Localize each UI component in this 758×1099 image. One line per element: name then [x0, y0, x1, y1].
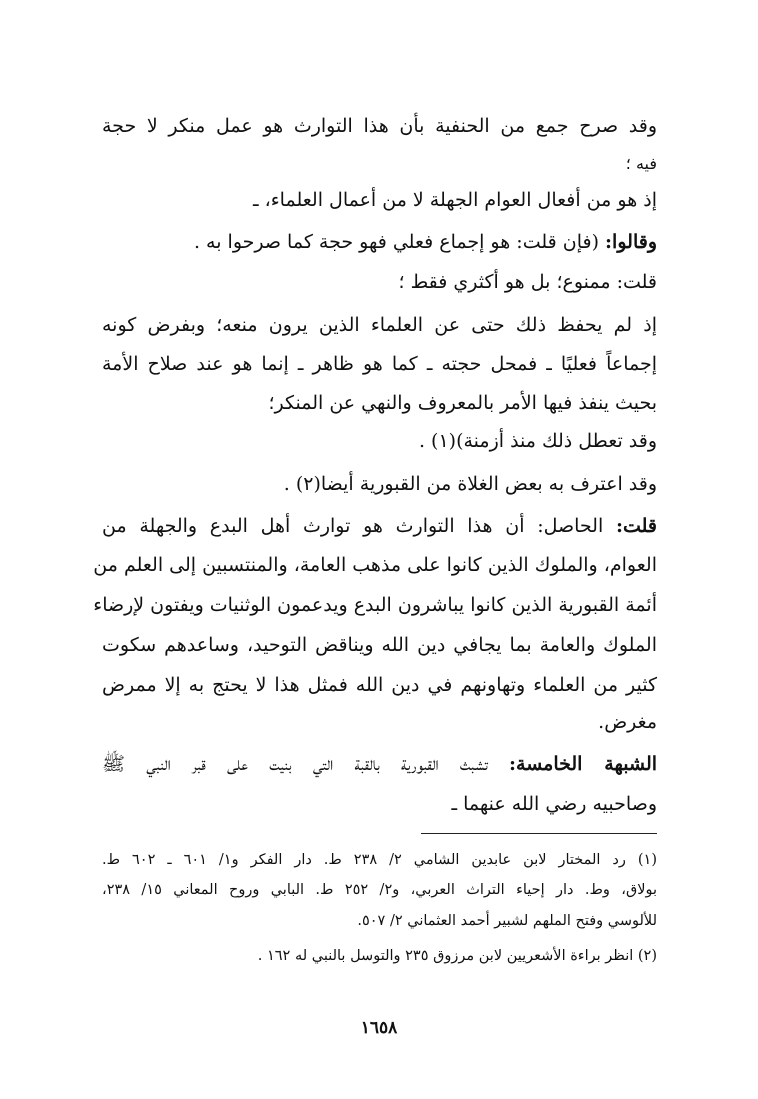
footnote-separator — [421, 833, 657, 834]
paragraph-5-line-1: إذ لم يحفظ ذلك حتى عن العلماء الذين يرون منعه؛ وبفرض كونه — [102, 314, 657, 336]
footnote-1-line-1: (١) رد المختار لابن عابدين الشامي ٢/ ٢٣٨ ط. دار الفكر و١/ ٦٠١ ـ ٦٠٢ ط. — [102, 852, 657, 868]
paragraph-8-label: قلت: — [615, 515, 657, 537]
paragraph-3-text: (فإن قلت: هو إجماع فعلي فهو حجة كما صرحوا به . — [193, 231, 606, 253]
paragraph-3 — [102, 228, 657, 256]
paragraph-8-line-1-text: الحاصل: أن هذا التوارث هو توارث أهل البدع والجهلة من — [102, 515, 616, 537]
paragraph-4: قلت: ممنوع؛ بل هو أكثري فقط ؛ — [398, 271, 657, 293]
paragraph-8-line-6: مغرض. — [598, 711, 657, 733]
paragraph-1-line-1: وقد صرح جمع من الحنفية بأن هذا التوارث هو عمل منكر لا حجة — [102, 115, 657, 137]
paragraph-8-line-1 — [102, 512, 657, 540]
footnote-1-line-3: للألوسي وفتح الملهم لشبير أحمد العثماني ٢/ ٥٠٧. — [357, 913, 657, 929]
paragraph-9-line-1-text: تشبث القبورية بالقبة التي بنيت على قبر النبي ﷺ — [102, 753, 510, 775]
paragraph-5-line-3: بحيث ينفذ فيها الأمر بالمعروف والنهي عن المنكر؛ — [268, 392, 657, 414]
paragraph-1-line-2: فيه ؛ — [625, 154, 657, 173]
paragraph-8-line-4: الملوك والعامة بما يجافي دين الله ويناقض التوحيد، وساعدهم سكوت — [102, 634, 657, 656]
paragraph-6: وقد تعطل ذلك منذ أزمنة)(١) . — [418, 430, 657, 452]
paragraph-8-line-3: أئمة القبورية الذين كانوا يباشرون البدع ويدعمون الوثنيات ويفتون لإرضاء — [93, 594, 657, 616]
paragraph-9-line-1 — [102, 750, 657, 778]
paragraph-8-line-2: العوام، والملوك الذين كانوا على مذهب العامة، والمنتسبين إلى العلم من — [93, 554, 657, 576]
paragraph-9-label: الشبهة الخامسة: — [509, 753, 658, 775]
paragraph-9-line-2: وصاحبيه رضي الله عنهما ـ — [451, 793, 657, 815]
paragraph-5-line-2: إجماعاً فعليًا ـ فمحل حجته ـ كما هو ظاهر ـ إنما هو عند صلاح الأمة — [102, 353, 657, 375]
page-number: ١٦٥٨ — [360, 1018, 398, 1038]
paragraph-7: وقد اعترف به بعض الغلاة من القبورية أيضا(٢) . — [283, 473, 657, 495]
footnote-2-line-1: (٢) انظر براءة الأشعريين لابن مرزوق ٢٣٥ والتوسل بالنبي له ١٦٢ . — [257, 948, 657, 964]
footnote-1-line-2: بولاق، وط. دار إحياء التراث العربي، و٢/ ٢٥٢ ط. البابي وروح المعاني ١٥/ ٢٣٨، — [102, 882, 657, 898]
paragraph-3-label: وقالوا: — [605, 231, 657, 253]
paragraph-8-line-5: كثير من العلماء وتهاونهم في دين الله فمثل هذا لا يحتج به إلا ممرض — [102, 674, 657, 696]
paragraph-2: إذ هو من أفعال العوام الجهلة لا من أعمال العلماء، ـ — [253, 189, 657, 211]
